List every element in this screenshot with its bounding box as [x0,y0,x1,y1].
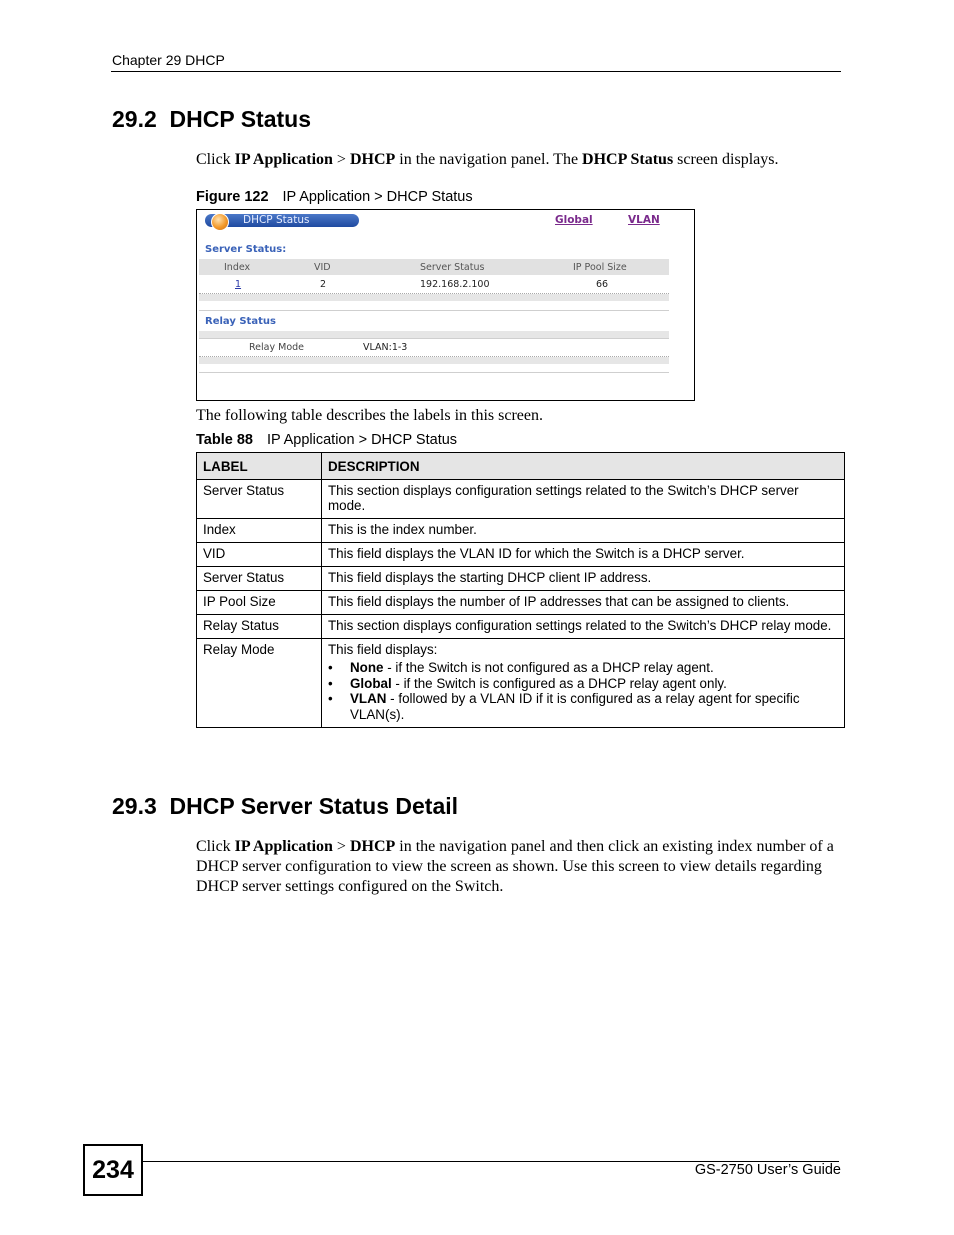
section-paragraph [196,837,844,897]
section-title-dhcp-server-status-detail: 29.3 DHCP Server Status Detail [112,793,459,819]
bullet-term: None [350,660,384,675]
table-row [197,543,845,567]
para-run: in the navigation panel. The [395,151,583,168]
table-intro: The following table describes the labels in this screen. [196,407,544,424]
table-row [197,639,845,728]
description-table [196,452,845,728]
section-divider [199,310,669,311]
col-index: Index [224,262,251,273]
guide-title: GS-2750 User’s Guide [694,1162,841,1178]
relay-mode-list [328,660,838,722]
list-item [328,676,838,692]
bullet-term: VLAN [350,691,387,706]
header-rule [111,71,841,72]
para-run-bold: IP Application [234,838,333,855]
figure-caption-label: Figure 122 [196,189,269,205]
row-description: This section displays configuration settings related to the Switch’s DHCP server mode. [322,480,845,519]
list-item [328,660,838,676]
table-header-row [197,453,845,480]
row-description: This field displays the starting DHCP client IP address. [322,567,845,591]
table-footer-bar [199,294,669,301]
chapter-header: Chapter 29 DHCP [112,52,225,68]
col-server-status: Server Status [420,262,485,273]
row-label: Index [197,519,322,543]
relay-status-heading: Relay Status [205,316,276,327]
table-row [197,519,845,543]
bullet-text: - if the Switch is not configured as a DHCP relay agent. [383,660,714,675]
server-status-heading: Server Status: [205,244,287,255]
section-title-dhcp-status: 29.2 DHCP Status [112,106,311,132]
table-caption-label: Table 88 [196,432,253,448]
figure-screenshot [196,209,695,401]
row-description [322,639,845,728]
figure-caption-text: IP Application > DHCP Status [282,189,473,205]
row-label: VID [197,543,322,567]
page-number: 234 [83,1144,143,1196]
relay-footer-bar [199,357,669,364]
cell-server-status: 192.168.2.100 [420,279,490,290]
index-link[interactable]: 1 [235,279,242,290]
relay-mode-value: VLAN:1-3 [363,342,408,353]
header-description: DESCRIPTION [322,453,845,480]
row-label: Relay Mode [197,639,322,728]
global-link[interactable]: Global [555,214,593,226]
relay-rule [199,338,669,339]
row-label: Relay Status [197,615,322,639]
table-row [197,591,845,615]
relay-mode-label: Relay Mode [249,342,305,353]
row-label: IP Pool Size [197,591,322,615]
row-label: Server Status [197,480,322,519]
table-row [197,480,845,519]
list-item [328,691,838,722]
bullet-text: - if the Switch is configured as a DHCP relay agent only. [391,675,727,691]
table-row [197,567,845,591]
table-row [197,615,845,639]
relay-header-bar [199,331,669,338]
para-run: Click [196,151,235,168]
row-label: Server Status [197,567,322,591]
relay-mode-intro: This field displays: [328,642,438,657]
vlan-link[interactable]: VLAN [628,214,660,226]
cell-ip-pool-size: 66 [596,279,609,290]
col-ip-pool-size: IP Pool Size [573,262,627,273]
para-run-bold: DHCP [349,151,396,168]
table-caption [196,432,457,448]
table-caption-text: IP Application > DHCP Status [266,432,458,448]
figure-caption [196,189,473,205]
bullet-term: Global [350,675,392,691]
para-run: screen displays. [673,151,779,168]
header-label: LABEL [197,453,322,480]
cell-vid: 2 [320,279,327,290]
para-run: > [332,151,350,168]
row-description: This field displays the VLAN ID for which the Switch is a DHCP server. [322,543,845,567]
bullet-text: - followed by a VLAN ID if it is configured as a relay agent for specific VLAN(s). [350,691,800,722]
section-paragraph [196,150,846,170]
para-run-bold: DHCP Status [582,151,674,168]
bottom-rule [199,372,669,373]
screen-title: DHCP Status [243,214,310,226]
para-run-bold: DHCP [349,838,396,855]
row-description: This field displays the number of IP addresses that can be assigned to clients. [322,591,845,615]
row-description: This is the index number. [322,519,845,543]
para-run: in the navigation panel and then click an existing index number of a DHCP server configuration to view the screen as shown. Use this screen to view details regarding DHCP server settings configured on the Switch. [196,838,834,895]
col-vid: VID [314,262,331,273]
para-run-bold: IP Application [234,151,333,168]
para-run: Click [196,838,235,855]
title-orb-icon [211,213,229,231]
para-run: > [332,838,350,855]
row-description: This section displays configuration settings related to the Switch’s DHCP relay mode. [322,615,845,639]
